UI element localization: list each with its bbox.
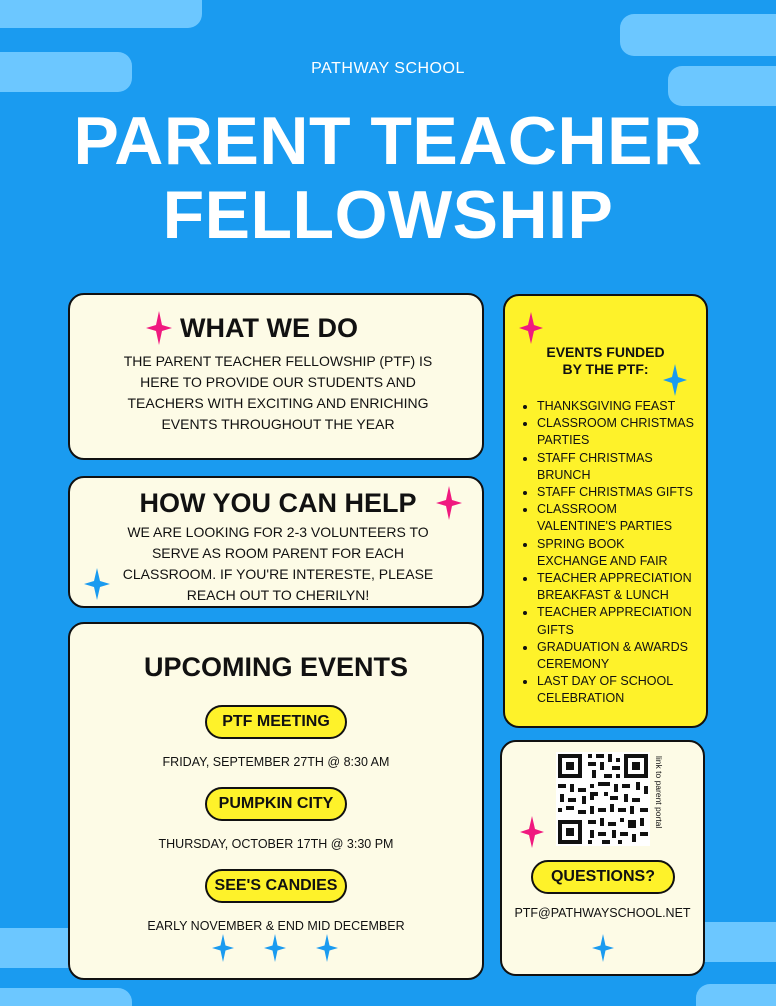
contact-card xyxy=(500,740,705,976)
sparkle-icon xyxy=(663,364,687,396)
sparkle-icon xyxy=(212,934,234,962)
sparkle-icon xyxy=(146,311,172,345)
sparkle-icon xyxy=(592,934,614,962)
how-you-can-help-body: WE ARE LOOKING FOR 2-3 VOLUNTEERS TO SERVE AS ROOM PARENT FOR EACH CLASSROOM. IF YOU'RE INTERESTE, PLEASE REACH OUT TO CHERILYN! xyxy=(122,524,434,603)
sparkle-icon xyxy=(316,934,338,962)
school-name: PATHWAY SCHOOL xyxy=(311,60,465,77)
decor-pill xyxy=(0,0,202,28)
list-item: • CLASSROOM CHRISTMAS PARTIES xyxy=(537,415,696,449)
list-item: • STAFF CHRISTMAS GIFTS xyxy=(537,484,696,501)
event-item xyxy=(70,705,482,769)
events-funded-list xyxy=(505,398,706,708)
list-item: • GRADUATION & AWARDS CEREMONY xyxy=(537,639,696,673)
title-line-1: PARENT TEACHER xyxy=(73,103,703,179)
events-funded-card xyxy=(503,294,708,728)
questions-button[interactable]: QUESTIONS? xyxy=(531,860,675,894)
title-line-2: FELLOWSHIP xyxy=(162,177,614,253)
sparkle-icon xyxy=(519,312,543,344)
event-date: FRIDAY, SEPTEMBER 27TH @ 8:30 AM xyxy=(162,755,390,769)
sparkle-icon xyxy=(84,568,110,600)
list-item: • TEACHER APPRECIATION GIFTS xyxy=(537,604,696,638)
sparkle-icon xyxy=(520,816,544,848)
list-item: • STAFF CHRISTMAS BRUNCH xyxy=(537,450,696,484)
upcoming-events-heading: UPCOMING EVENTS xyxy=(143,652,409,682)
event-name: PTF MEETING xyxy=(205,705,347,739)
event-name: PUMPKIN CITY xyxy=(205,787,347,821)
upcoming-events-card xyxy=(68,622,484,980)
qr-caption: link to parent portal xyxy=(654,756,664,829)
what-we-do-heading: WHAT WE DO xyxy=(180,313,358,343)
what-we-do-card xyxy=(68,293,484,460)
events-list xyxy=(70,705,482,933)
decor-pill xyxy=(696,984,776,1006)
qr-code-icon xyxy=(556,752,650,846)
list-item: • LAST DAY OF SCHOOL CELEBRATION xyxy=(537,673,696,707)
events-funded-heading-line: BY THE PTF: xyxy=(562,361,649,377)
list-item: • CLASSROOM VALENTINE'S PARTIES xyxy=(537,501,696,535)
decor-pill xyxy=(0,988,132,1006)
how-you-can-help-heading: HOW YOU CAN HELP xyxy=(139,488,417,518)
list-item: • THANKSGIVING FEAST xyxy=(537,398,696,415)
page-title xyxy=(0,104,776,252)
sparkle-icon xyxy=(436,486,462,520)
event-name: SEE'S CANDIES xyxy=(205,869,347,903)
decor-pill xyxy=(620,14,776,56)
how-you-can-help-card xyxy=(68,476,484,608)
list-item: • TEACHER APPRECIATION BREAKFAST & LUNCH xyxy=(537,570,696,604)
list-item: • SPRING BOOK EXCHANGE AND FAIR xyxy=(537,536,696,570)
what-we-do-body: THE PARENT TEACHER FELLOWSHIP (PTF) IS HERE TO PROVIDE OUR STUDENTS AND TEACHERS WITH EXCITING AND ENRICHING EVENTS THROUGHOUT THE YEAR xyxy=(123,353,433,432)
contact-email[interactable]: PTF@PATHWAYSCHOOL.NET xyxy=(514,906,691,920)
event-date: THURSDAY, OCTOBER 17TH @ 3:30 PM xyxy=(158,837,394,851)
events-funded-heading-line: EVENTS FUNDED xyxy=(546,344,665,360)
event-date: EARLY NOVEMBER & END MID DECEMBER xyxy=(147,919,405,933)
event-item xyxy=(70,869,482,933)
event-item xyxy=(70,787,482,851)
qr-code[interactable] xyxy=(556,752,650,846)
sparkle-icon xyxy=(264,934,286,962)
